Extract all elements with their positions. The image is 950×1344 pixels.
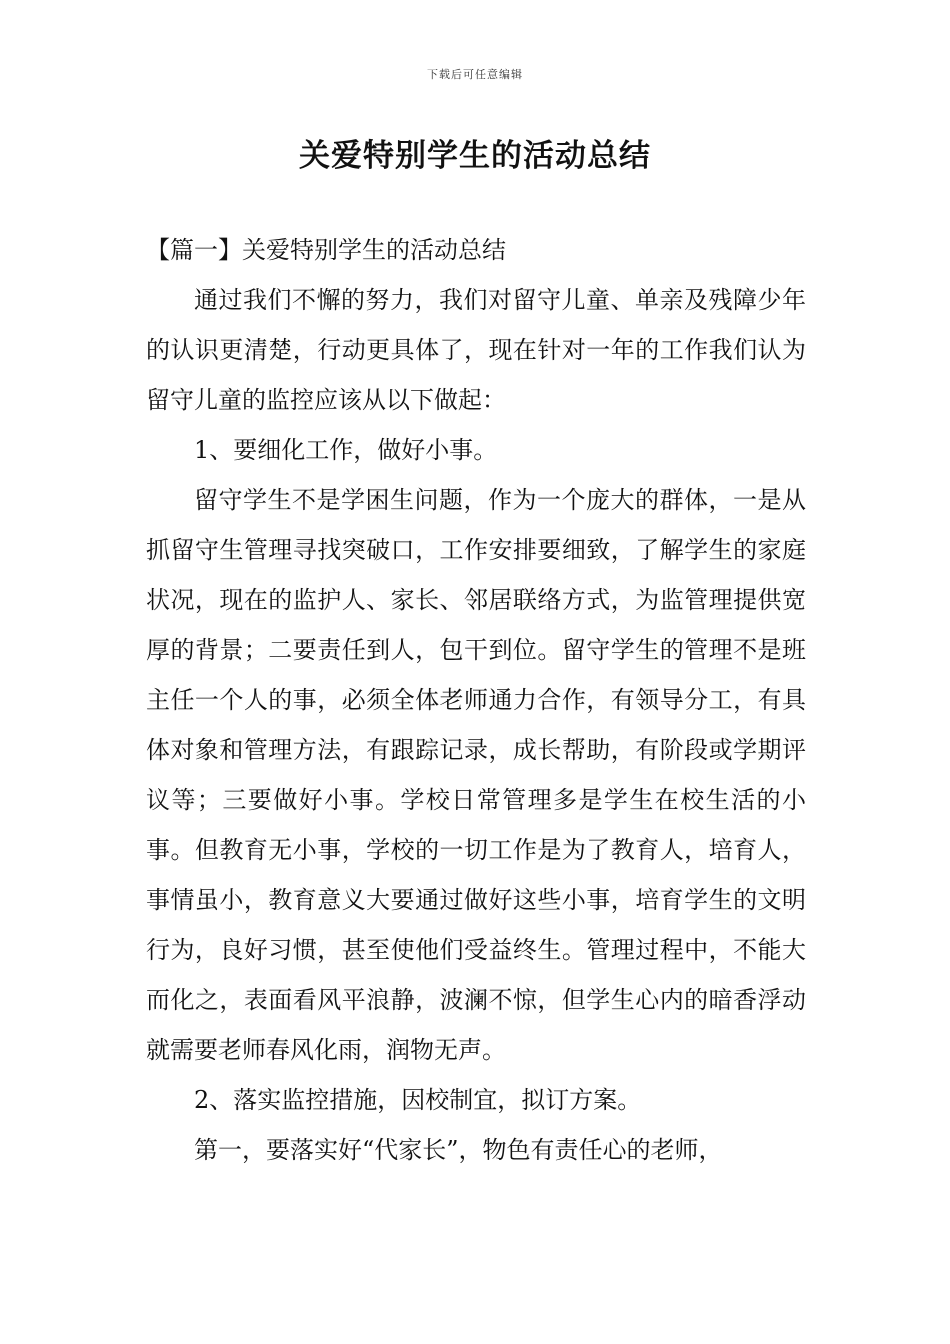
paragraph-point-2-body: 第一，要落实好“代家长”，物色有责任心的老师， — [194, 1136, 723, 1164]
header-note: 下载后可任意编辑 — [427, 68, 523, 81]
paragraph-point-2-heading: 2、落实监控措施，因校制宜，拟订方案。 — [194, 1086, 642, 1114]
section-heading: 【篇一】关爱特别学生的活动总结 — [146, 236, 506, 264]
paragraph-intro: 通过我们不懈的努力，我们对留守儿童、单亲及残障少年的认识更清楚，行动更具体了，现在针对一年的工作我们认为留守儿童的监控应该从以下做起： — [146, 286, 806, 414]
document-body — [146, 225, 806, 1175]
document-title: 关爱特别学生的活动总结 — [299, 138, 651, 174]
paragraph-point-1-body: 留守学生不是学困生问题，作为一个庞大的群体，一是从抓留守生管理寻找突破口，工作安排要细致，了解学生的家庭状况，现在的监护人、家长、邻居联络方式，为监管理提供宽厚的背景；二要责任到人，包干到位。留守学生的管理不是班主任一个人的事，必须全体老师通力合作，有领导分工，有具体对象和管理方法，有跟踪记录，成长帮助，有阶段或学期评议等；三要做好小事。学校日常管理多是学生在校生活的小事。但教育无小事，学校的一切工作是为了教育人，培育人，事情虽小，教育意义大要通过做好这些小事，培育学生的文明行为，良好习惯，甚至使他们受益终生。管理过程中，不能大而化之，表面看风平浪静，波澜不惊，但学生心内的暗香浮动就需要老师春风化雨，润物无声。 — [146, 486, 806, 1064]
paragraph-point-1-heading: 1、要细化工作，做好小事。 — [194, 436, 498, 464]
